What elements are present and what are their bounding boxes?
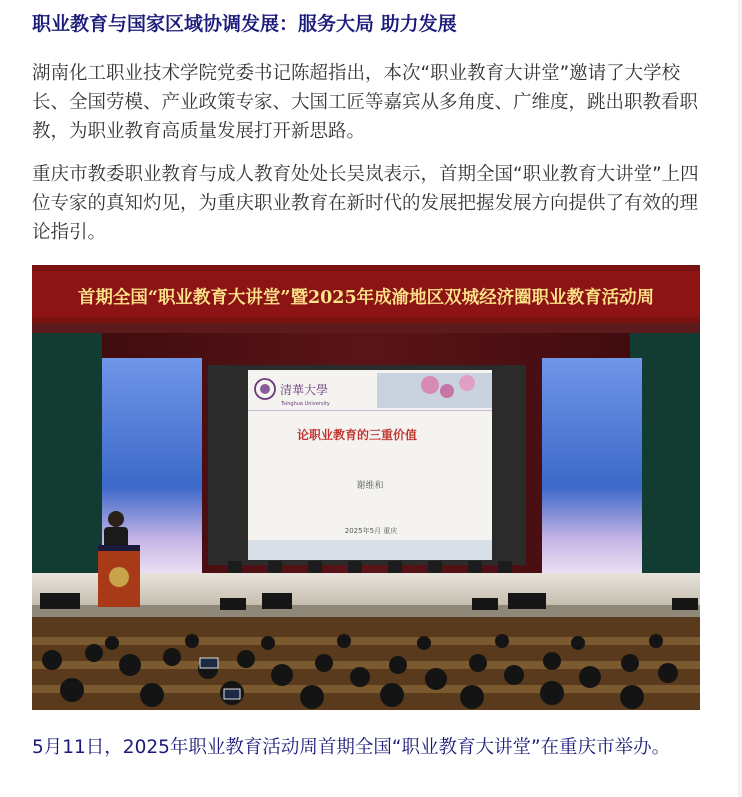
paragraph-chen-chao: 湖南化工职业技术学院党委书记陈超指出，本次“职业教育大讲堂”邀请了大学校长、全国劳模、产业政策专家、大国工匠等嘉宾从多角度、广维度，跳出职教看职教，为职业教育高质量发展打开新思路。 xyxy=(32,63,699,142)
event-photo[interactable] xyxy=(32,265,700,710)
paragraph-wu-lan: 重庆市教委职业教育与成人教育处处长吴岚表示，首期全国“职业教育大讲堂”上四位专家的真知灼见，为重庆职业教育在新时代的发展把握发展方向提供了有效的理论指引。 xyxy=(32,164,699,243)
slide-university-en: Tsinghua University xyxy=(281,401,330,407)
slide-university-name: 清華大學 xyxy=(280,383,329,397)
article-heading: 职业教育与国家区域协调发展：服务大局 助力发展 xyxy=(32,13,457,35)
page-scrollbar[interactable] xyxy=(738,0,742,797)
slide-date: 2025年5月 重庆 xyxy=(344,527,398,535)
slide-author: 谢维和 xyxy=(356,481,384,491)
photo-caption: 5月11日，2025年职业教育活动周首期全国“职业教育大讲堂”在重庆市举办。 xyxy=(32,737,671,758)
audience-phone xyxy=(200,658,218,668)
banner-title: 首期全国“职业教育大讲堂”暨2025年成渝地区双城经济圈职业教育活动周 xyxy=(77,288,655,308)
speaker xyxy=(108,511,124,527)
slide-title: 论职业教育的三重价值 xyxy=(296,428,418,442)
right-side-screen xyxy=(542,358,642,573)
